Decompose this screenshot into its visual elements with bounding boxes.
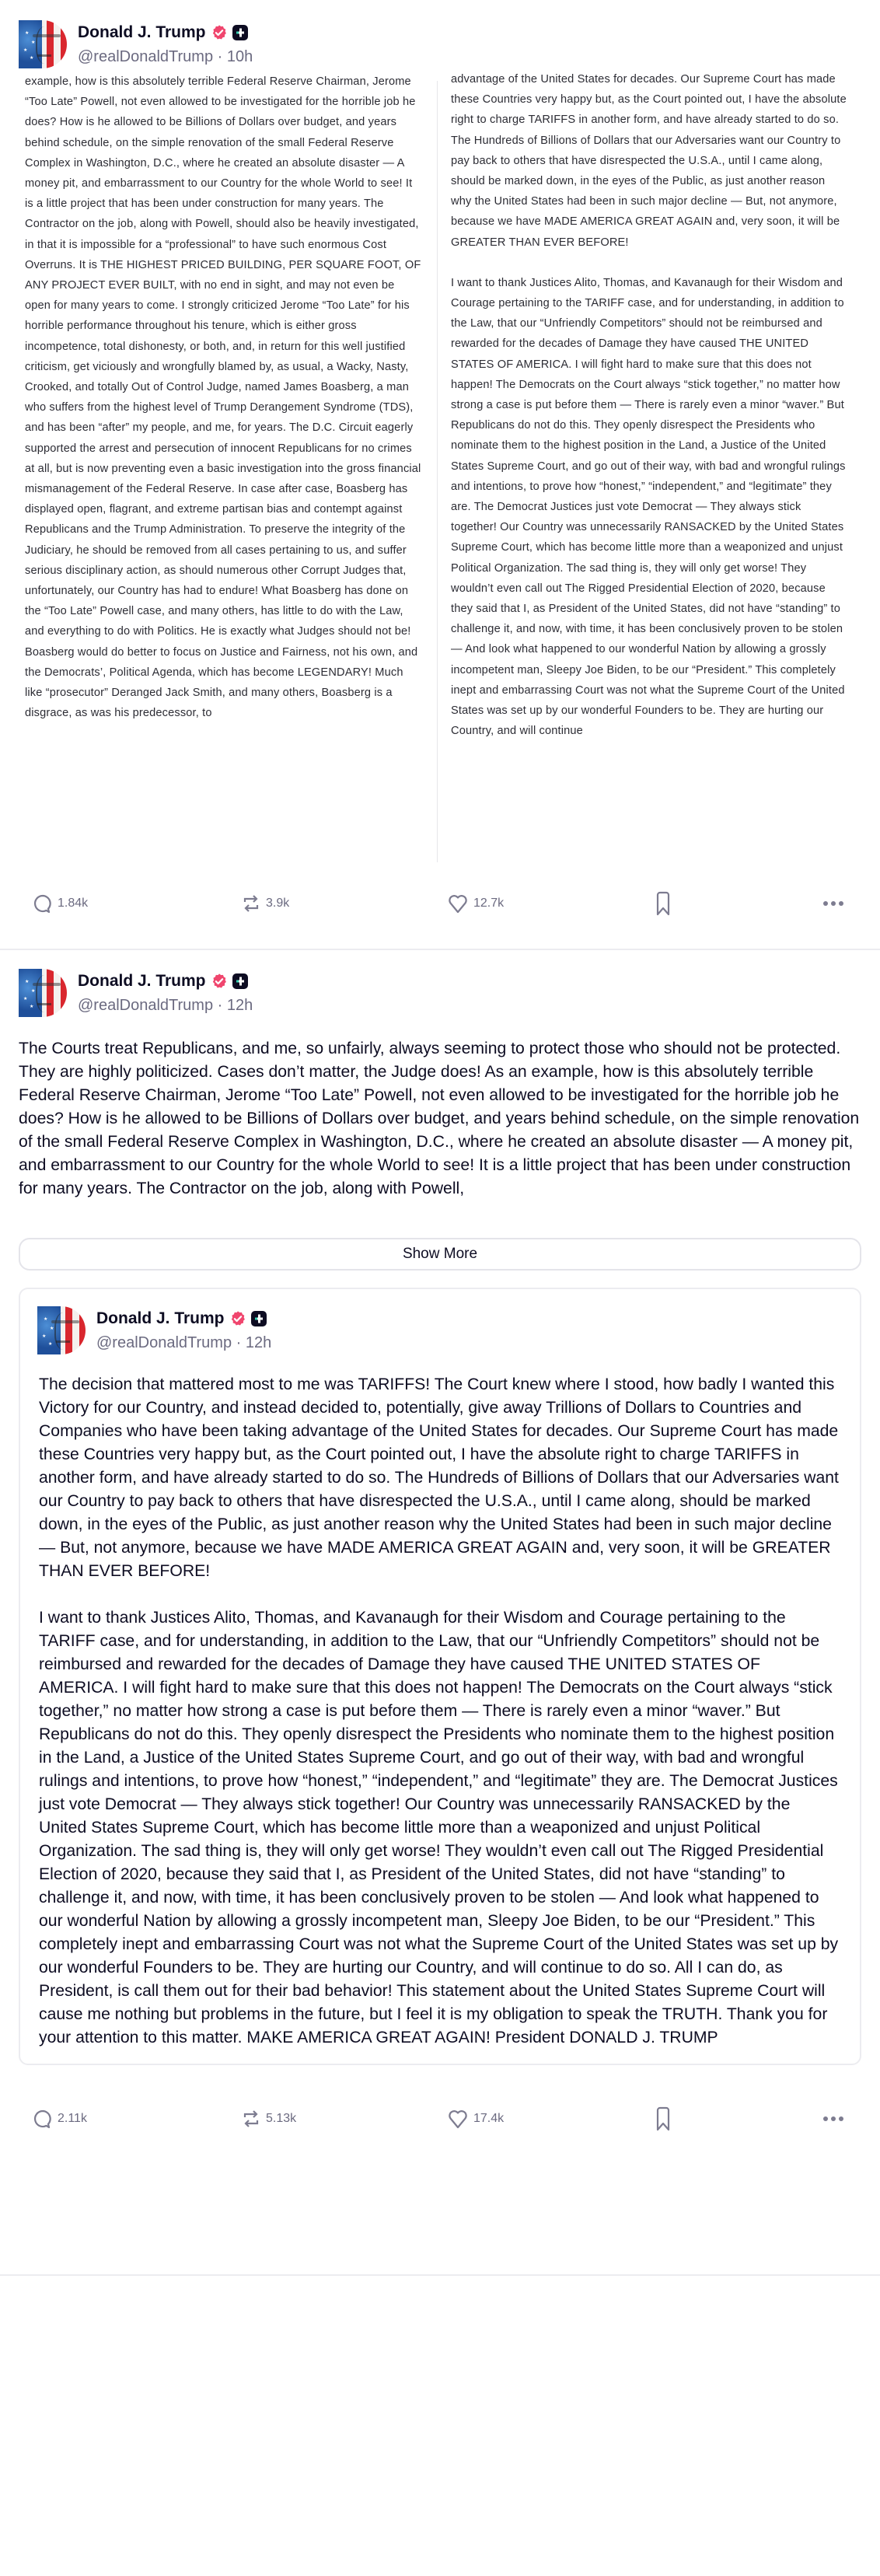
text-fade — [0, 1204, 880, 1230]
more-icon — [822, 2116, 844, 2122]
meta-separator: · — [217, 47, 223, 65]
image-paragraph: advantage of the United States for decades. Our Supreme Court has made these Countries very happy but, as the Court pointed out, I have the absolute right to charge TARIFFS in another form, and have already started to do so. The Hundreds of Billions of Dollars that our Adversaries want our Country to pay back to others that have disrespected the U.S.A., until I came along, should be marked down, in the eyes of the Public, as just another reason why the United States had been in such major decline — But, not anymore, because we have MADE AMERICA GREAT AGAIN and, very soon, it will be GREATER THAN EVER BEFORE! — [451, 73, 847, 249]
bookmark-button[interactable] — [655, 2106, 672, 2131]
image-right-column — [451, 69, 847, 762]
post-image[interactable] — [0, 73, 880, 862]
post-text-content: The Courts treat Republicans, and me, so unfairly, always seeming to protect those who should not be protected. They are highly politicized. Cases don’t matter, the Judge does! As an example, how is this absolutely terrible Federal Reserve Chairman, Jerome “Too Late” Powell, not even allowed to be investigated for the horrible job he does? How is he allowed to be Billions of Dollars over budget, and years behind schedule, on the simple renovation of the small Federal Reserve Complex in Washington, D.C., where he created an absolute disaster — A money pit, and embarrassment to our Country for the whole World to see! It is a little project that has been under construction for many years. The Contractor on the job, along with Powell, — [19, 1040, 860, 1197]
post — [0, 0, 880, 950]
reply-count: 1.84k — [58, 897, 89, 910]
author-name[interactable]: Donald J. Trump — [96, 1309, 225, 1327]
avatar[interactable]: ★ ★ ★ ★ — [19, 969, 67, 1017]
like-button[interactable] — [447, 2108, 504, 2130]
avatar[interactable]: ★ ★ ★ ★ — [37, 1306, 86, 1354]
reply-button[interactable] — [33, 2109, 87, 2129]
post-meta — [78, 48, 253, 66]
author-name[interactable]: Donald J. Trump — [78, 23, 206, 41]
author-handle[interactable]: @realDonaldTrump — [78, 47, 214, 65]
verified-badge-icon — [211, 24, 228, 41]
column-divider — [437, 81, 438, 862]
post-text — [0, 1037, 880, 1230]
like-count: 17.4k — [473, 2112, 505, 2125]
post-actions — [0, 2078, 880, 2160]
post-header — [0, 0, 880, 70]
bookmark-icon — [655, 2106, 672, 2131]
post-time[interactable]: 12h — [226, 996, 253, 1014]
post-meta — [78, 997, 253, 1015]
image-paragraph: I want to thank Justices Alito, Thomas, and Kavanaugh for their Wisdom and Courage pertaining to the TARIFF case, and for understanding, in addition to the Law, that our “Unfriendly Competitors” should not be reimbursed and rewarded for the decades of Damage they have caused THE UNITED STATES OF AMERICA. I will fight hard to make sure that this does not happen! The Democrats on the Court always “stick together,” no matter how strong a case is put before them — There is rarely even a minor “waver.” But Republicans do not do this. They openly disrespect the Presidents who nominate them to the highest position in the Land, a Justice of the United States Supreme Court, and go out of their way, with bad and wrongful rulings and intentions, to prove how “honest,” “independent,” and “legitimate” they are. The Democrat Justices just vote Democrat — They always stick together! Our Country was unnecessarily RANSACKED by the United States Supreme Court, which has become little more than a weaponized and unjust Political Organization. The sad thing is, they will only get worse! They wouldn’t even call out The Rigged Presidential Election of 2020, because they said that I, as President of the United States, did not have “standing” to challenge it, and now, with time, it has been conclusively proven to be stolen — And look what happened to our wonderful Nation by allowing a grossly incompetent man, Sleepy Joe Biden, to be our “President.” This completely inept and embarrassing Court was not what the Supreme Court of the United States was set up by our wonderful Founders to be. They are hurting our Country, and will continue — [451, 276, 846, 738]
retruth-icon — [241, 893, 261, 914]
heart-icon — [447, 893, 469, 914]
retruth-button[interactable] — [241, 2108, 296, 2130]
quoted-post-header — [20, 1289, 860, 1356]
post — [0, 950, 880, 2276]
retruth-icon — [241, 2108, 261, 2130]
retruth-count: 5.13k — [266, 2112, 297, 2125]
truth-plus-icon — [232, 25, 248, 40]
retruth-count: 3.9k — [266, 897, 290, 910]
reply-count: 2.11k — [58, 2112, 87, 2125]
post-header — [0, 950, 880, 1020]
quoted-post[interactable] — [19, 1288, 861, 2065]
meta-separator: · — [217, 996, 223, 1014]
truth-plus-icon — [232, 973, 248, 989]
show-more-button[interactable]: Show More — [19, 1238, 861, 1271]
quoted-paragraph: I want to thank Justices Alito, Thomas, and Kavanaugh for their Wisdom and Courage pertaining to the TARIFF case, and for understanding, in addition to the Law, that our “Unfriendly Competitors” should not be reimbursed and rewarded for the decades of Damage they have caused THE UNITED STATES OF AMERICA. I will fight hard to make sure that this does not happen! The Democrats on the Court always “stick together,” no matter how strong a case is put before them — There is rarely even a minor “waver.” But Republicans do not do this. They openly disrespect the Presidents who nominate them to the highest position in the Land, a Justice of the United States Supreme Court, and go out of their way, with bad and wrongful rulings and intentions, to prove how “honest,” “independent,” and “legitimate” they are. The Democrat Justices just vote Democrat — They always stick together! Our Country was unnecessarily RANSACKED by the United States Supreme Court, which has become little more than a weaponized and unjust Political Organization. The sad thing is, they will only get worse! They wouldn’t even call out The Rigged Presidential Election of 2020, because they said that I, as President of the United States, did not have “standing” to challenge it, and now, with time, it has been conclusively proven to be stolen — And look what happened to our wonderful Nation by allowing a grossly incompetent man, Sleepy Joe Biden, to be our “President.” This completely inept and embarrassing Court was not what the Supreme Court of the United States was set up by our wonderful Founders to be. They are hurting our Country, and will continue to do so. All I can do, as President, is call them out for their bad behavior! This statement about the United States Supreme Court will cause me nothing but problems in the future, but I feel it is my obligation to speak the TRUTH. Thank you for your attention to this matter. MAKE AMERICA GREAT AGAIN! President DONALD J. TRUMP — [39, 1609, 839, 2046]
reply-icon — [33, 893, 53, 914]
meta-separator: · — [236, 1333, 242, 1351]
author-handle[interactable]: @realDonaldTrump — [78, 996, 214, 1014]
like-count: 12.7k — [473, 897, 505, 910]
bookmark-button[interactable] — [655, 891, 672, 916]
avatar[interactable]: ★ ★ ★ ★ — [19, 20, 67, 68]
image-left-column — [25, 72, 421, 744]
post-time[interactable]: 12h — [245, 1333, 272, 1351]
reply-icon — [33, 2109, 53, 2129]
author-name[interactable]: Donald J. Trump — [78, 971, 206, 990]
quoted-post-text — [20, 1373, 860, 2050]
post-meta — [96, 1334, 271, 1352]
post-time[interactable]: 10h — [226, 47, 253, 65]
more-button[interactable] — [822, 900, 844, 907]
retruth-button[interactable] — [241, 893, 289, 914]
verified-badge-icon — [211, 973, 228, 990]
more-icon — [822, 900, 844, 907]
author-handle[interactable]: @realDonaldTrump — [96, 1333, 232, 1351]
like-button[interactable] — [447, 893, 504, 914]
heart-icon — [447, 2108, 469, 2130]
reply-button[interactable] — [33, 893, 88, 914]
truth-plus-icon — [251, 1311, 267, 1326]
verified-badge-icon — [229, 1310, 246, 1327]
post-actions — [0, 862, 880, 945]
image-paragraph: example, how is this absolutely terrible Federal Reserve Chairman, Jerome “Too Late” Powell, not even allowed to be investigated for the horrible job he does? How is he allowed to be Billions of Dollars over budget, and years behind schedule, on the simple renovation of the small Federal Reserve Complex in Washington, D.C., where he created an absolute disaster — A money pit, and embarrassment to our Country for the whole World to see! It is a little project that has been under construction for many years. The Contractor on the job, along with Powell, should also be heavily investigated, in that it is impossible for a “professional” to have such enormous Cost Overruns. It is THE HIGHEST PRICED BUILDING, PER SQUARE FOOT, OF ANY PROJECT EVER BUILT, with no end in sight, and may not even be open for many years to come. I strongly criticized Jerome “Too Late” for his horrible performance throughout his tenure, which is either gross incompetence, total dishonesty, or both, and, in return for this well justified criticism, get viciously and wrongfully blamed by, as usual, a Wacky, Nasty, Crooked, and totally Out of Control Judge, named James Boasberg, a man who suffers from the highest level of Trump Derangement Syndrome (TDS), and has been “after” my people, and me, for years. The D.C. Circuit eagerly supported the arrest and persecution of innocent Republicans for no crimes at all, but is now preventing even a basic investigation into the gross financial mismanagement of the Federal Reserve. In case after case, Boasberg has displayed open, flagrant, and extreme partisan bias and contempt against Republicans and the Trump Administration. To preserve the integrity of the Judiciary, he should be removed from all cases pertaining to us, and suffer serious disciplinary action, as should numerous other Corrupt Judges that, unfortunately, our Country has had to endure! What Boasberg has done on the “Too Late” Powell case, and many others, has little to do with the Law, and everything to do with Politics. He is exactly what Judges should not be! Boasberg would do better to focus on Justice and Fairness, not his own, and the Democrats’, Political Agenda, which has become LEGENDARY! Much like “prosecutor” Deranged Jack Smith, and many others, Boasberg is a disgrace, as was his predecessor, to — [25, 75, 421, 720]
quoted-paragraph: The decision that mattered most to me was TARIFFS! The Court knew where I stood, how badly I wanted this Victory for our Country, and instead decided to, potentially, give away Trillions of Dollars to Countries and Companies who have been taking advantage of the United States for decades. Our Supreme Court has made these Countries very happy but, as the Court pointed out, I have the absolute right to charge TARIFFS in another form, and have already started to do so. The Hundreds of Billions of Dollars that our Adversaries want our Country to pay back to others that have disrespected the U.S.A., until I came along, should be marked down, in the eyes of the Public, as just another reason why the United States had been in such major decline — But, not anymore, because we have MADE AMERICA GREAT AGAIN and, very soon, it will be GREATER THAN EVER BEFORE! — [39, 1375, 839, 1580]
more-button[interactable] — [822, 2116, 844, 2122]
bookmark-icon — [655, 891, 672, 916]
